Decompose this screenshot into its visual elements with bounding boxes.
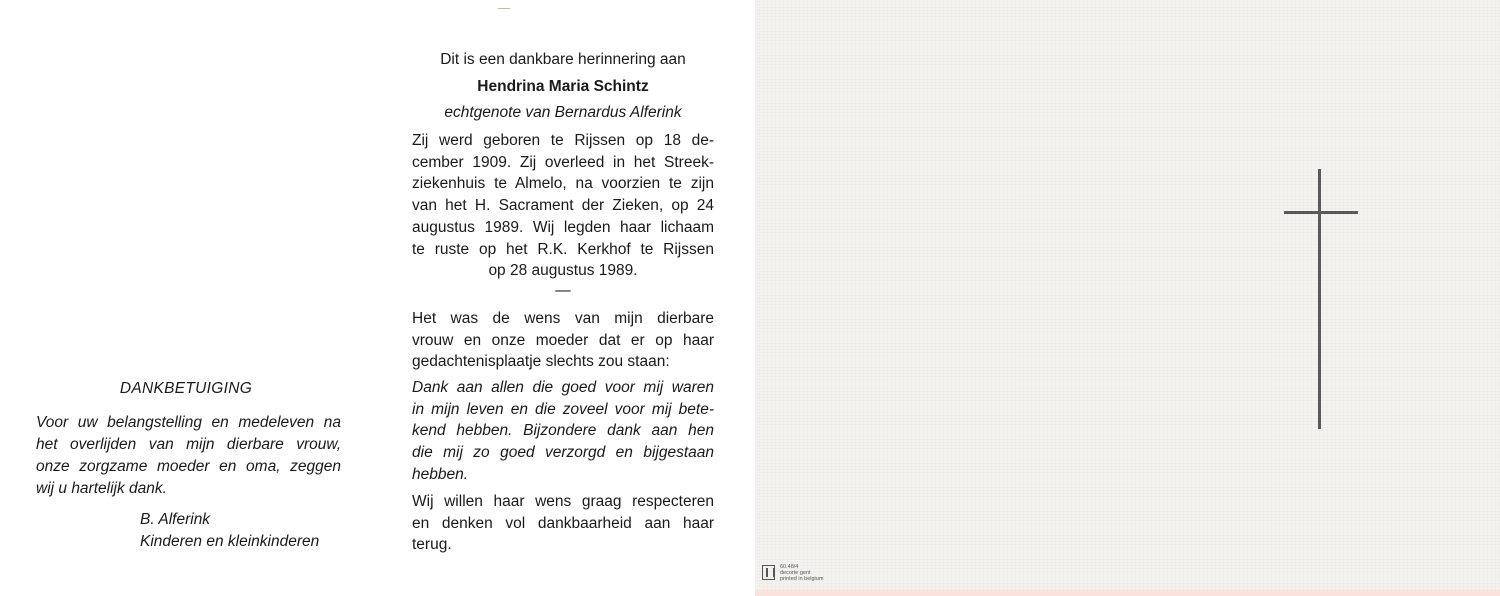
printer-code: 60.48/4: [780, 564, 799, 570]
thanks-line: wij u hartelijk dank.: [36, 480, 167, 497]
signature-family: Kinderen en kleinkinderen: [140, 533, 320, 550]
cross-horizontal-bar: [1284, 211, 1358, 214]
respect-line: Wij willen haar wens graag respecteren: [412, 493, 714, 510]
respect-line: terug.: [412, 536, 452, 554]
printer-country: printed in belgium: [780, 576, 824, 582]
left-panel: [0, 0, 375, 596]
spouse-text: echtgenote van Bernardus Alferink: [444, 104, 682, 121]
printer-logo-icon: [762, 565, 775, 580]
bio-line: ziekenhuis te Almelo, na voorzien te zijn: [412, 175, 714, 193]
wish-text: [412, 308, 714, 373]
deceased-name: Hendrina Maria Schintz: [477, 78, 649, 95]
wish-line: gedachtenisplaatje slechts zou staan:: [412, 353, 670, 371]
wish-line: vrouw en onze moeder dat er op haar: [412, 331, 714, 349]
bio-line: te ruste op het R.K. Kerkhof te Rijssen: [412, 240, 714, 258]
quote-line: Dank aan allen die goed voor mij waren: [412, 379, 714, 396]
printer-imprint: [762, 564, 862, 586]
wish-line: Het was de wens van mijn dierbare: [412, 310, 714, 327]
thanks-line: het overlijden van mijn dierbare vrouw,: [36, 436, 341, 453]
biography: [412, 130, 714, 282]
fold-mark: [498, 8, 510, 9]
quote-line: hebben.: [412, 465, 469, 483]
intro-text: Dit is een dankbare herinnering aan: [440, 51, 686, 68]
latin-cross-icon: [1284, 169, 1358, 429]
quote-line: in mijn leven en die zoveel voor mij bete-: [412, 400, 714, 418]
signature-name: B. Alferink: [140, 511, 211, 528]
thanks-heading: DANKBETUIGING: [119, 380, 253, 397]
quote-line: kend hebben. Bijzondere dank aan hen: [412, 422, 714, 440]
bio-line: van het H. Sacrament der Zieken, op 24: [412, 197, 714, 215]
bio-line: augustus 1989. Wij legden haar lichaam: [412, 218, 714, 236]
quote-line: die mij zo goed verzorgd en bijgestaan: [412, 444, 714, 462]
bio-line: cember 1909. Zij overleed in het Streek-: [412, 153, 714, 171]
quote-text: [412, 377, 714, 486]
bio-line: op 28 augustus 1989.: [488, 262, 638, 280]
thanks-line: onze zorgzame moeder en oma, zeggen: [36, 458, 341, 475]
thanks-text: [36, 412, 341, 500]
separator-dash: —: [555, 282, 571, 299]
bio-line: Zij werd geboren te Rijssen op 18 de-: [412, 132, 714, 149]
respect-line: en denken vol dankbaarheid aan haar: [412, 514, 714, 532]
cross-vertical-bar: [1318, 169, 1321, 429]
respect-text: [412, 491, 714, 556]
cover-panel: [755, 0, 1500, 596]
printer-name: decorte gent: [780, 570, 811, 576]
thanks-line: Voor uw belangstelling en medeleven na: [36, 414, 341, 431]
bottom-edge-strip: [755, 590, 1500, 596]
